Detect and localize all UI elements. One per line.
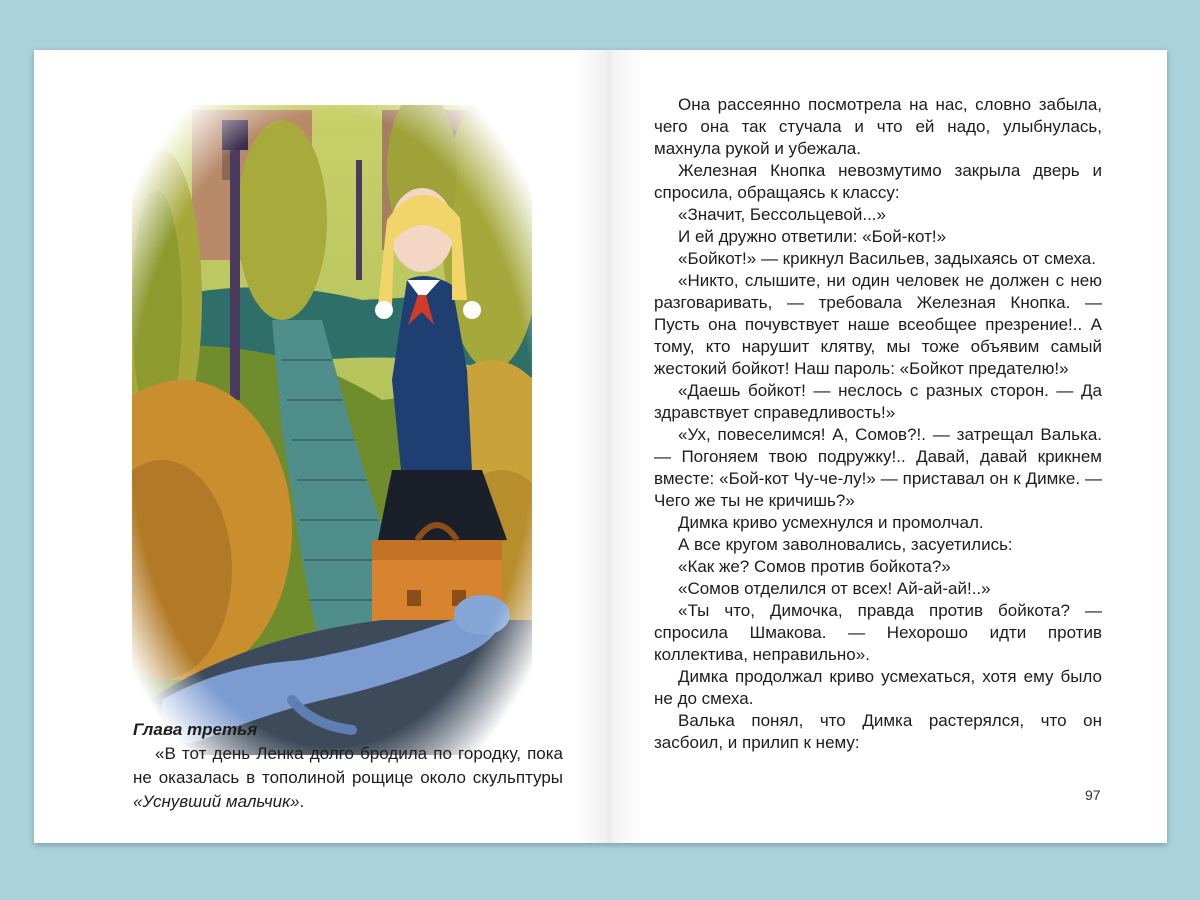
- chapter-caption: [133, 718, 563, 814]
- text-paragraph: «Значит, Бессольцевой...»: [678, 205, 886, 224]
- text-paragraph: «Даешь бойкот! — неслось с разных сторон. — Да здравствует справедливость!»: [654, 381, 1102, 422]
- text-paragraph: Железная Кнопка невозмутимо закрыла дверь и спросила, обращаясь к классу:: [654, 161, 1102, 202]
- page-number: 97: [1085, 787, 1101, 803]
- text-paragraph: «Ух, повеселимся! А, Сомов?!. — затрещал Валька. — Погоняем твою подружку!.. Давай, давай крикнем вместе: «Бой-кот Чу-че-лу!» — приставал он к Димке. — Чего же ты не кричишь?»: [654, 425, 1102, 510]
- text-paragraph: Она рассеянно посмотрела на нас, словно забыла, чего она так стучала и что ей надо, улыбнулась, махнула рукой и убежала.: [654, 95, 1102, 158]
- illustration-girl-in-park: [122, 100, 542, 760]
- caption-text: «В тот день Ленка долго бродила по городку, пока не оказалась в тополиной рощице около скульптуры: [133, 744, 563, 787]
- left-page: [34, 50, 600, 843]
- text-paragraph: Валька понял, что Димка растерялся, что он засбоил, и прилип к нему:: [654, 711, 1102, 752]
- chapter-title: Глава третья: [133, 720, 258, 739]
- text-paragraph: Димка криво усмехнулся и промолчал.: [678, 513, 984, 532]
- caption-sculpture-name: «Уснувший мальчик»: [133, 792, 300, 811]
- body-text: [654, 94, 1102, 754]
- book-gutter: [574, 50, 644, 843]
- text-paragraph: И ей дружно ответили: «Бой-кот!»: [678, 227, 947, 246]
- text-paragraph: А все кругом заволновались, засуетились:: [678, 535, 1013, 554]
- text-paragraph: «Сомов отделился от всех! Ай-ай-ай!..»: [678, 579, 991, 598]
- caption-paragraph: [133, 742, 563, 814]
- text-paragraph: «Как же? Сомов против бойкота?»: [678, 557, 951, 576]
- caption-end: .: [299, 792, 305, 811]
- text-paragraph: «Бойкот!» — крикнул Васильев, задыхаясь от смеха.: [678, 249, 1096, 268]
- text-paragraph: «Никто, слышите, ни один человек не должен с нею разговаривать, — требовала Железная Кнопка. — Пусть она почувствует наше всеобщее презрение!.. А тому, кто нарушит клятву, мы тоже объявим самый жестокий бойкот! Наш пароль: «Бойкот предателю!»: [654, 271, 1102, 378]
- text-paragraph: «Ты что, Димочка, правда против бойкота? — спросила Шмакова. — Нехорошо идти против коллектива, неправильно».: [654, 601, 1102, 664]
- text-paragraph: Димка продолжал криво усмехаться, хотя ему было не до смеха.: [654, 667, 1102, 708]
